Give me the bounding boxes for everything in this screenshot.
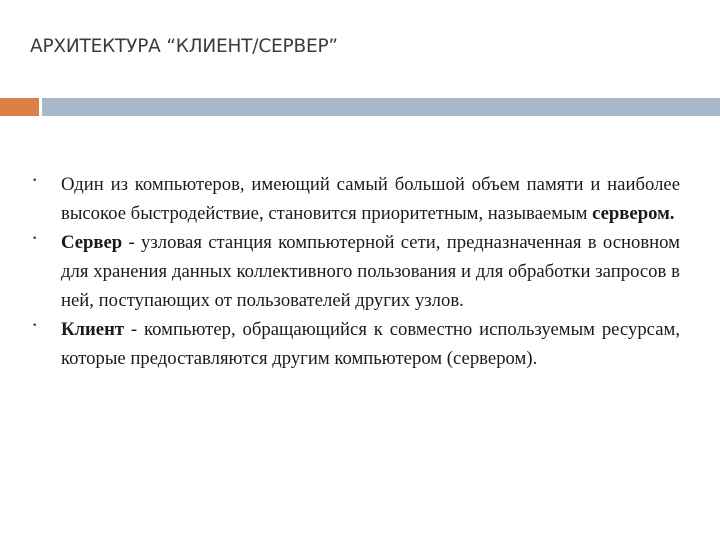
divider-accent-block <box>0 98 39 116</box>
slide-title: АРХИТЕКТУРА “КЛИЕНТ/СЕРВЕР” <box>30 36 338 57</box>
item-lead: Сервер <box>61 232 123 253</box>
title-divider <box>0 98 720 116</box>
list-item <box>30 315 680 373</box>
divider-bar <box>42 98 720 116</box>
list-item <box>30 228 680 315</box>
item-bold-tail: сервером. <box>592 203 675 224</box>
item-text: Один из компьютеров, имеющий самый большой объем памяти и наиболее высокое быстродействие, становится приоритетным, называемым <box>61 174 680 224</box>
bullet-icon: • <box>32 234 38 244</box>
item-text: - узловая станция компьютерной сети, предназначенная в основном для хранения данных коллективного пользования и для обработки запросов в ней, поступающих от пользователей других узлов. <box>61 232 680 311</box>
item-text: - компьютер, обращающийся к совместно используемым ресурсам, которые предоставляются другим компьютером (сервером). <box>61 319 680 369</box>
bullet-icon: • <box>32 176 38 186</box>
item-lead: Клиент <box>61 319 125 340</box>
list-item <box>30 170 680 228</box>
bullet-icon: • <box>32 321 38 331</box>
bullet-list <box>30 170 680 373</box>
